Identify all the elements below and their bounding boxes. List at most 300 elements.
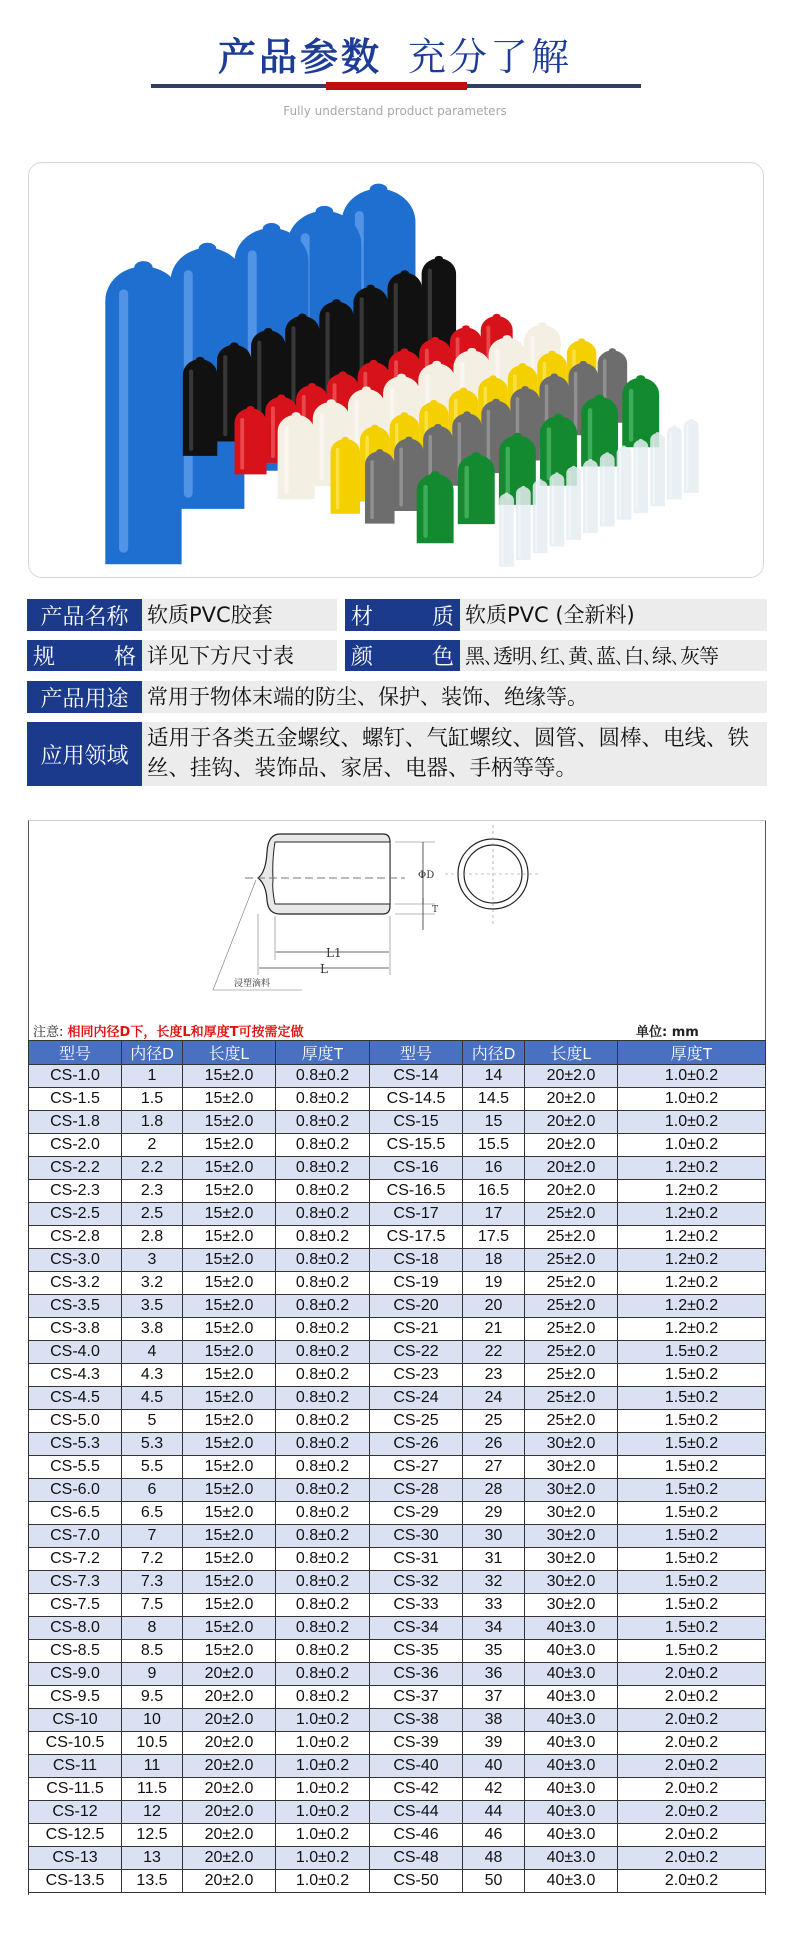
table-cell: 33	[463, 1594, 525, 1617]
pvc-cap	[533, 479, 548, 553]
table-cell: CS-5.5	[29, 1456, 122, 1479]
table-cell: 1.0±0.2	[276, 1755, 370, 1778]
table-cell: 15±2.0	[183, 1318, 276, 1341]
table-cell: CS-20	[370, 1295, 463, 1318]
table-cell: 1.0±0.2	[618, 1065, 766, 1088]
table-cell: 15±2.0	[183, 1272, 276, 1295]
table-cell: CS-13	[29, 1847, 122, 1870]
table-row	[29, 1134, 766, 1157]
table-cell: 20±2.0	[183, 1847, 276, 1870]
table-cell: CS-4.3	[29, 1364, 122, 1387]
column-header: 内径D	[122, 1041, 183, 1065]
table-cell: 31	[463, 1548, 525, 1571]
note-text: 相同内径D下，长度L和厚度T可按需定做	[67, 1025, 304, 1040]
table-cell: 18	[463, 1249, 525, 1272]
table-cell: 30	[463, 1525, 525, 1548]
table-cell: 15±2.0	[183, 1479, 276, 1502]
table-cell: 1.5±0.2	[618, 1410, 766, 1433]
table-cell: 1.5±0.2	[618, 1364, 766, 1387]
table-cell: CS-5.0	[29, 1410, 122, 1433]
table-cell: 3.2	[122, 1272, 183, 1295]
table-cell: 1.0±0.2	[276, 1778, 370, 1801]
table-cell: 1.5±0.2	[618, 1387, 766, 1410]
table-cell: CS-14	[370, 1065, 463, 1088]
table-cell: 2.0±0.2	[618, 1709, 766, 1732]
table-cell: 1.0±0.2	[276, 1801, 370, 1824]
table-cell: 0.8±0.2	[276, 1686, 370, 1709]
table-cell: 25±2.0	[525, 1295, 618, 1318]
table-cell: 5.3	[122, 1433, 183, 1456]
table-cell: CS-2.3	[29, 1180, 122, 1203]
table-cell: 15±2.0	[183, 1456, 276, 1479]
pvc-cap	[331, 437, 361, 514]
table-cell: 5	[122, 1410, 183, 1433]
table-cell: 1.5±0.2	[618, 1341, 766, 1364]
table-cell: 0.8±0.2	[276, 1134, 370, 1157]
column-header: 厚度T	[276, 1041, 370, 1065]
table-cell: 15±2.0	[183, 1525, 276, 1548]
table-cell: CS-12.5	[29, 1824, 122, 1847]
table-cell: CS-36	[370, 1663, 463, 1686]
table-cell: 20±2.0	[525, 1180, 618, 1203]
table-cell: 1.0±0.2	[276, 1709, 370, 1732]
table-cell: CS-24	[370, 1387, 463, 1410]
table-cell: CS-4.5	[29, 1387, 122, 1410]
table-cell: 25±2.0	[525, 1249, 618, 1272]
table-cell: 30±2.0	[525, 1502, 618, 1525]
table-cell: 7.2	[122, 1548, 183, 1571]
table-cell: CS-42	[370, 1778, 463, 1801]
table-cell: 0.8±0.2	[276, 1272, 370, 1295]
table-cell: 0.8±0.2	[276, 1364, 370, 1387]
table-cell: 2.0±0.2	[618, 1801, 766, 1824]
table-cell: CS-2.0	[29, 1134, 122, 1157]
table-row	[29, 1065, 766, 1088]
table-cell: CS-50	[370, 1870, 463, 1893]
table-cell: CS-3.0	[29, 1249, 122, 1272]
spec-value-material: 软质PVC (全新料)	[460, 599, 767, 631]
table-cell: 37	[463, 1686, 525, 1709]
column-header: 厚度T	[618, 1041, 766, 1065]
table-cell: 14.5	[463, 1088, 525, 1111]
table-cell: 7.3	[122, 1571, 183, 1594]
table-cell: 25±2.0	[525, 1364, 618, 1387]
table-cell: 1.5±0.2	[618, 1571, 766, 1594]
table-cell: 1.0±0.2	[276, 1824, 370, 1847]
spec-value-size: 详见下方尺寸表	[142, 640, 337, 671]
table-cell: 15±2.0	[183, 1433, 276, 1456]
table-cell: 2.8	[122, 1226, 183, 1249]
spec-value-use: 常用于物体末端的防尘、保护、装饰、绝缘等。	[142, 681, 767, 713]
table-cell: 1.2±0.2	[618, 1318, 766, 1341]
table-cell: 15±2.0	[183, 1111, 276, 1134]
table-cell: 0.8±0.2	[276, 1525, 370, 1548]
title-bold: 产品参数	[217, 35, 382, 79]
pvc-cap	[617, 446, 632, 520]
pvc-cap	[684, 419, 699, 493]
table-cell: 40±3.0	[525, 1801, 618, 1824]
table-cell: 20±2.0	[183, 1686, 276, 1709]
table-cell: 2.5	[122, 1203, 183, 1226]
diameter-label: ΦD	[418, 870, 435, 881]
table-cell: 20±2.0	[183, 1778, 276, 1801]
table-row	[29, 1318, 766, 1341]
table-cell: 0.8±0.2	[276, 1318, 370, 1341]
table-cell: CS-2.8	[29, 1226, 122, 1249]
table-cell: 15±2.0	[183, 1502, 276, 1525]
table-cell: CS-44	[370, 1801, 463, 1824]
table-cell: 2.3	[122, 1180, 183, 1203]
table-cell: 0.8±0.2	[276, 1410, 370, 1433]
table-cell: 0.8±0.2	[276, 1433, 370, 1456]
label-char: 色	[431, 645, 454, 670]
table-cell: CS-3.8	[29, 1318, 122, 1341]
table-cell: 2.0±0.2	[618, 1824, 766, 1847]
table-cell: 42	[463, 1778, 525, 1801]
table-row	[29, 1755, 766, 1778]
column-header: 长度L	[525, 1041, 618, 1065]
title-light: 充分了解	[408, 35, 573, 79]
table-row	[29, 1502, 766, 1525]
table-cell: 30±2.0	[525, 1433, 618, 1456]
table-cell: 4.3	[122, 1364, 183, 1387]
table-cell: 1.0±0.2	[276, 1870, 370, 1893]
table-cell: 20±2.0	[525, 1134, 618, 1157]
table-cell: 1.2±0.2	[618, 1157, 766, 1180]
table-cell: 11	[122, 1755, 183, 1778]
table-cell: 15±2.0	[183, 1571, 276, 1594]
table-cell: CS-16.5	[370, 1180, 463, 1203]
table-cell: 15±2.0	[183, 1134, 276, 1157]
pvc-cap	[516, 486, 531, 560]
column-header: 内径D	[463, 1041, 525, 1065]
table-cell: 3	[122, 1249, 183, 1272]
table-cell: CS-17	[370, 1203, 463, 1226]
table-cell: CS-2.5	[29, 1203, 122, 1226]
table-cell: CS-5.3	[29, 1433, 122, 1456]
table-cell: 27	[463, 1456, 525, 1479]
table-cell: 25±2.0	[525, 1318, 618, 1341]
table-cell: 40±3.0	[525, 1755, 618, 1778]
dip-tip-label: 浸塑滴料	[234, 979, 271, 989]
table-cell: 28	[463, 1479, 525, 1502]
table-cell: 25±2.0	[525, 1226, 618, 1249]
table-cell: 20±2.0	[183, 1870, 276, 1893]
pvc-cap	[566, 466, 581, 540]
table-cell: 19	[463, 1272, 525, 1295]
table-cell: CS-23	[370, 1364, 463, 1387]
table-cell: 29	[463, 1502, 525, 1525]
blue-cap	[105, 261, 181, 564]
page-title	[0, 26, 790, 81]
table-row	[29, 1617, 766, 1640]
table-cell: 4.5	[122, 1387, 183, 1410]
pvc-cap	[365, 449, 395, 523]
table-cell: 5.5	[122, 1456, 183, 1479]
l1-label: L1	[326, 946, 342, 960]
table-cell: 20±2.0	[183, 1801, 276, 1824]
table-cell: 25±2.0	[525, 1387, 618, 1410]
table-cell: 8.5	[122, 1640, 183, 1663]
table-cell: 15±2.0	[183, 1548, 276, 1571]
spec-label-color	[345, 640, 460, 671]
table-cell: CS-7.5	[29, 1594, 122, 1617]
spec-value-field: 适用于各类五金螺纹、螺钉、气缸螺纹、圆管、圆棒、电线、铁丝、挂钩、装饰品、家居、电器、手柄等等。	[142, 722, 767, 786]
table-cell: 23	[463, 1364, 525, 1387]
pvc-cap	[583, 459, 598, 533]
table-row	[29, 1847, 766, 1870]
table-cell: CS-9.5	[29, 1686, 122, 1709]
spec-label-field: 应用领域	[27, 722, 142, 786]
table-row	[29, 1801, 766, 1824]
table-cell: 2.0±0.2	[618, 1755, 766, 1778]
table-cell: 9	[122, 1663, 183, 1686]
table-cell: 15±2.0	[183, 1295, 276, 1318]
table-cell: CS-10	[29, 1709, 122, 1732]
table-cell: CS-6.5	[29, 1502, 122, 1525]
title-accent-bar	[326, 82, 467, 90]
pvc-cap	[650, 432, 665, 506]
table-cell: CS-16	[370, 1157, 463, 1180]
table-row	[29, 1341, 766, 1364]
table-cell: 0.8±0.2	[276, 1088, 370, 1111]
table-cell: CS-7.3	[29, 1571, 122, 1594]
table-cell: 0.8±0.2	[276, 1571, 370, 1594]
label-char: 规	[33, 645, 56, 670]
table-row	[29, 1226, 766, 1249]
table-cell: 20±2.0	[183, 1709, 276, 1732]
table-row	[29, 1364, 766, 1387]
table-cell: CS-13.5	[29, 1870, 122, 1893]
table-cell: CS-26	[370, 1433, 463, 1456]
table-cell: CS-32	[370, 1571, 463, 1594]
table-cell: 11.5	[122, 1778, 183, 1801]
table-cell: 12	[122, 1801, 183, 1824]
table-cell: 0.8±0.2	[276, 1157, 370, 1180]
table-cell: 24	[463, 1387, 525, 1410]
table-cell: CS-9.0	[29, 1663, 122, 1686]
table-cell: 15±2.0	[183, 1364, 276, 1387]
table-row	[29, 1203, 766, 1226]
table-cell: 40±3.0	[525, 1824, 618, 1847]
table-cell: 1.0±0.2	[618, 1088, 766, 1111]
table-cell: 34	[463, 1617, 525, 1640]
l-label: L	[320, 962, 328, 976]
table-cell: 0.8±0.2	[276, 1203, 370, 1226]
table-cell: CS-38	[370, 1709, 463, 1732]
table-cell: 36	[463, 1663, 525, 1686]
table-cell: 20	[463, 1295, 525, 1318]
table-cell: CS-1.5	[29, 1088, 122, 1111]
table-cell: 0.8±0.2	[276, 1479, 370, 1502]
table-cell: 2.0±0.2	[618, 1732, 766, 1755]
table-cell: 20±2.0	[183, 1824, 276, 1847]
table-note	[33, 1021, 303, 1040]
spec-label-material	[345, 599, 460, 631]
table-cell: 21	[463, 1318, 525, 1341]
table-cell: 20±2.0	[183, 1755, 276, 1778]
label-char: 质	[431, 604, 454, 630]
table-cell: 44	[463, 1801, 525, 1824]
table-cell: 1.2±0.2	[618, 1180, 766, 1203]
table-cell: 40±3.0	[525, 1732, 618, 1755]
table-cell: CS-34	[370, 1617, 463, 1640]
table-cell: 2	[122, 1134, 183, 1157]
table-row	[29, 1594, 766, 1617]
table-cell: 40±3.0	[525, 1640, 618, 1663]
table-cell: 30±2.0	[525, 1548, 618, 1571]
table-cell: CS-7.2	[29, 1548, 122, 1571]
table-row	[29, 1571, 766, 1594]
table-cell: 1.5±0.2	[618, 1640, 766, 1663]
table-cell: 15±2.0	[183, 1226, 276, 1249]
table-cell: 15±2.0	[183, 1157, 276, 1180]
table-cell: CS-4.0	[29, 1341, 122, 1364]
table-cell: 2.0±0.2	[618, 1847, 766, 1870]
table-cell: 0.8±0.2	[276, 1456, 370, 1479]
table-cell: 40±3.0	[525, 1617, 618, 1640]
table-cell: 0.8±0.2	[276, 1341, 370, 1364]
table-cell: 20±2.0	[525, 1157, 618, 1180]
table-cell: 10	[122, 1709, 183, 1732]
table-cell: 12.5	[122, 1824, 183, 1847]
table-cell: CS-14.5	[370, 1088, 463, 1111]
table-cell: 0.8±0.2	[276, 1502, 370, 1525]
table-cell: 17	[463, 1203, 525, 1226]
table-cell: CS-2.2	[29, 1157, 122, 1180]
table-cell: 10.5	[122, 1732, 183, 1755]
table-row	[29, 1295, 766, 1318]
table-cell: 39	[463, 1732, 525, 1755]
table-row	[29, 1249, 766, 1272]
table-cell: 3.8	[122, 1318, 183, 1341]
spec-value-color: 黑､透明､红､黄､蓝､白､绿､灰等	[460, 640, 767, 671]
table-cell: 15±2.0	[183, 1387, 276, 1410]
table-cell: CS-25	[370, 1410, 463, 1433]
table-cell: 25	[463, 1410, 525, 1433]
pvc-cap	[550, 472, 565, 546]
table-cell: CS-18	[370, 1249, 463, 1272]
table-row	[29, 1709, 766, 1732]
table-cell: CS-21	[370, 1318, 463, 1341]
product-photo	[28, 162, 764, 578]
table-cell: 16	[463, 1157, 525, 1180]
spec-value-name: 软质PVC胶套	[142, 599, 337, 631]
table-cell: 1.5±0.2	[618, 1525, 766, 1548]
table-cell: 2.0±0.2	[618, 1686, 766, 1709]
table-cell: 0.8±0.2	[276, 1594, 370, 1617]
table-cell: CS-40	[370, 1755, 463, 1778]
table-cell: 0.8±0.2	[276, 1111, 370, 1134]
table-cell: 7.5	[122, 1594, 183, 1617]
table-cell: CS-15.5	[370, 1134, 463, 1157]
table-cell: CS-10.5	[29, 1732, 122, 1755]
table-cell: 15±2.0	[183, 1640, 276, 1663]
table-cell: CS-8.0	[29, 1617, 122, 1640]
table-cell: 15±2.0	[183, 1341, 276, 1364]
table-cell: 1.5±0.2	[618, 1479, 766, 1502]
table-cell: 1.5±0.2	[618, 1617, 766, 1640]
table-row	[29, 1410, 766, 1433]
table-cell: CS-31	[370, 1548, 463, 1571]
table-cell: CS-6.0	[29, 1479, 122, 1502]
table-cell: CS-15	[370, 1111, 463, 1134]
table-cell: CS-30	[370, 1525, 463, 1548]
table-cell: 2.0±0.2	[618, 1778, 766, 1801]
table-cell: CS-3.5	[29, 1295, 122, 1318]
table-cell: CS-8.5	[29, 1640, 122, 1663]
table-cell: 30±2.0	[525, 1571, 618, 1594]
table-cell: CS-37	[370, 1686, 463, 1709]
pvc-cap	[458, 452, 495, 524]
table-cell: CS-11	[29, 1755, 122, 1778]
table-row	[29, 1525, 766, 1548]
table-cell: 1.0±0.2	[618, 1111, 766, 1134]
table-cell: 30±2.0	[525, 1525, 618, 1548]
table-cell: 13	[122, 1847, 183, 1870]
table-cell: 0.8±0.2	[276, 1663, 370, 1686]
table-cell: 8	[122, 1617, 183, 1640]
table-cell: 15±2.0	[183, 1065, 276, 1088]
table-cell: 25±2.0	[525, 1410, 618, 1433]
table-cell: 50	[463, 1870, 525, 1893]
pvc-cap	[633, 439, 648, 513]
table-row	[29, 1686, 766, 1709]
table-cell: CS-1.8	[29, 1111, 122, 1134]
table-row	[29, 1272, 766, 1295]
table-cell: 9.5	[122, 1686, 183, 1709]
pvc-cap	[235, 406, 267, 474]
table-row	[29, 1640, 766, 1663]
table-cell: 20±2.0	[525, 1065, 618, 1088]
table-cell: 1.0±0.2	[618, 1134, 766, 1157]
table-cell: 16.5	[463, 1180, 525, 1203]
table-row	[29, 1778, 766, 1801]
table-row	[29, 1456, 766, 1479]
table-cell: 30±2.0	[525, 1594, 618, 1617]
note-prefix: 注意:	[33, 1025, 64, 1040]
table-cell: 15±2.0	[183, 1410, 276, 1433]
table-cell: CS-35	[370, 1640, 463, 1663]
table-cell: CS-39	[370, 1732, 463, 1755]
table-cell: 0.8±0.2	[276, 1548, 370, 1571]
table-cell: 1.2±0.2	[618, 1249, 766, 1272]
table-cell: 1.5±0.2	[618, 1502, 766, 1525]
size-table	[28, 1040, 766, 1893]
table-cell: 1.2±0.2	[618, 1295, 766, 1318]
table-cell: 2.0±0.2	[618, 1663, 766, 1686]
column-header: 型号	[370, 1041, 463, 1065]
table-cell: 38	[463, 1709, 525, 1732]
table-cell: 1.5±0.2	[618, 1433, 766, 1456]
table-cell: CS-11.5	[29, 1778, 122, 1801]
table-cell: CS-48	[370, 1847, 463, 1870]
table-cell: 15±2.0	[183, 1617, 276, 1640]
table-cell: 1.2±0.2	[618, 1226, 766, 1249]
table-cell: 0.8±0.2	[276, 1226, 370, 1249]
table-cell: 15.5	[463, 1134, 525, 1157]
table-cell: 20±2.0	[183, 1732, 276, 1755]
page-subtitle: Fully understand product parameters	[283, 104, 507, 118]
table-row	[29, 1180, 766, 1203]
table-cell: CS-7.0	[29, 1525, 122, 1548]
table-cell: 32	[463, 1571, 525, 1594]
table-cell: 15±2.0	[183, 1249, 276, 1272]
table-row	[29, 1479, 766, 1502]
table-cell: 40±3.0	[525, 1663, 618, 1686]
spec-label-name: 产品名称	[27, 599, 142, 631]
pvc-cap	[278, 412, 315, 499]
